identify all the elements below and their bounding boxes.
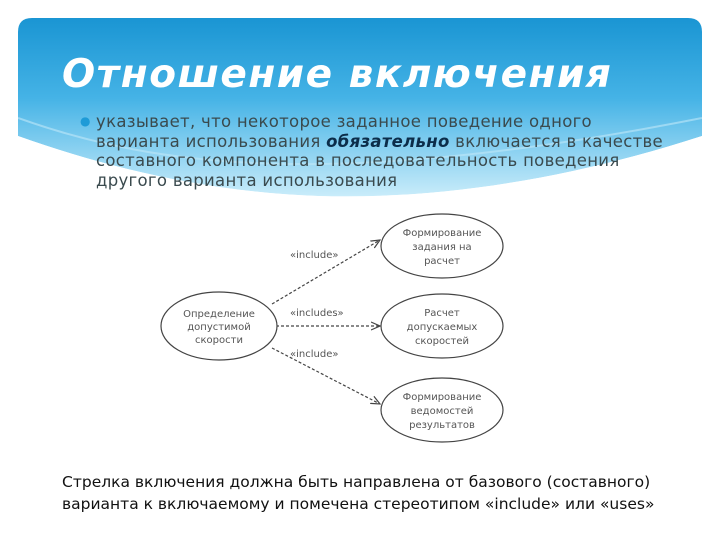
relation-label-2: «includes» — [290, 308, 344, 319]
target-use-case-2-line-2: допускаемых — [406, 322, 478, 333]
target-use-case-1 — [381, 214, 503, 278]
relation-label-3: «include» — [290, 349, 339, 360]
target-use-case-1-line-2: задания на — [412, 242, 472, 253]
target-use-case-1-line-1: Формирование — [402, 228, 482, 239]
target-use-case-2-line-1: Расчет — [424, 308, 460, 319]
target-use-case-3-line-1: Формирование — [402, 392, 482, 403]
target-use-case-2-line-3: скоростей — [414, 336, 470, 347]
target-use-case-3 — [381, 378, 503, 442]
base-use-case — [161, 292, 277, 360]
bullet-emphasis: обязательно — [326, 131, 450, 151]
target-use-case-2 — [381, 294, 503, 358]
base-use-case-line-1: Определение — [183, 309, 255, 320]
base-use-case-line-3: скорости — [195, 335, 243, 346]
bullet-text-part2: включается в качестве составного компонента в последовательность поведения другого варианта использования — [96, 131, 663, 190]
target-use-case-1-line-3: расчет — [424, 256, 460, 267]
bullet-marker: ● — [80, 114, 91, 128]
target-use-case-3-line-2: ведомостей — [410, 406, 474, 417]
slide-title: Отношение включения — [62, 52, 613, 97]
caption-text: Стрелка включения должна быть направлена от базового (составного) варианта к включаемому и помечена стереотипом «include» или «uses» — [62, 473, 655, 513]
target-use-case-3-line-3: результатов — [409, 420, 475, 431]
relation-label-1: «include» — [290, 250, 339, 261]
base-use-case-line-2: допустимой — [187, 322, 251, 333]
bullet-text-part1: указывает, что некоторое заданное поведение одного варианта использования — [96, 112, 592, 151]
